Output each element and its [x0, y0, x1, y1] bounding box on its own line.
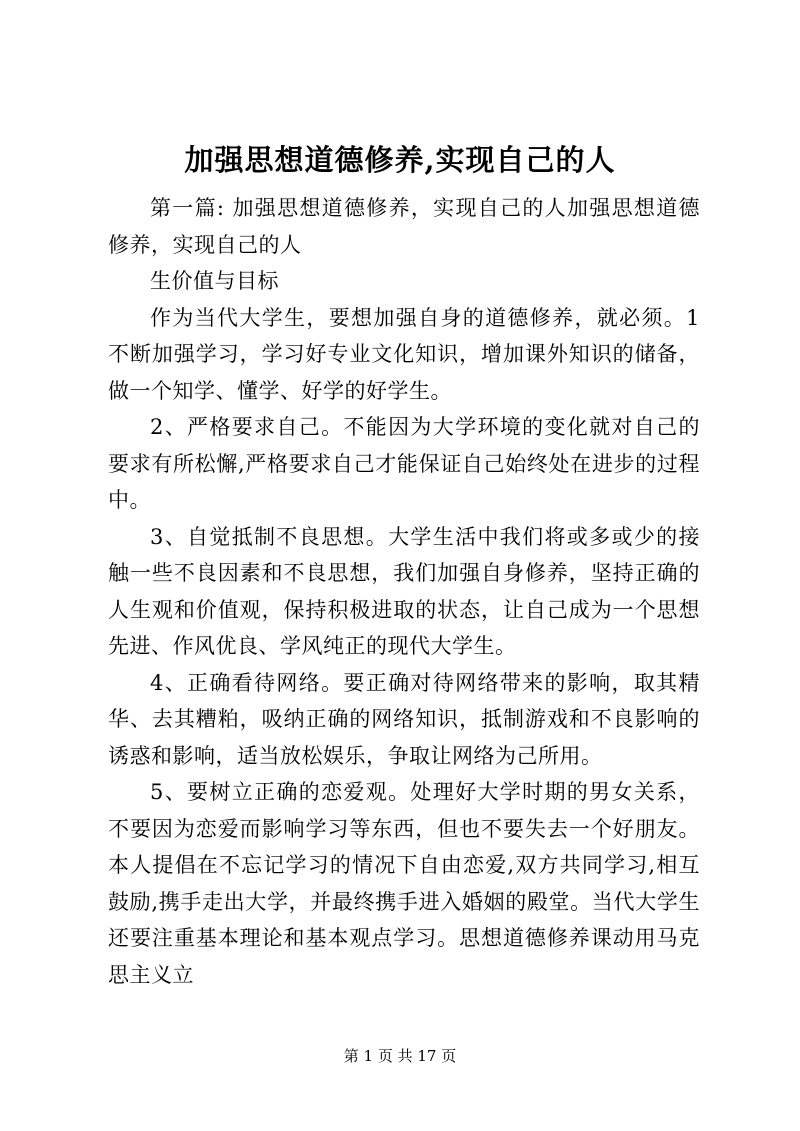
- paragraph-1: 第一篇: 加强思想道德修养，实现自己的人加强思想道德修养，实现自己的人: [108, 196, 700, 257]
- paragraph-5: 3、自觉抵制不良思想。大学生活中我们将或多或少的接触一些不良因素和不良思想，我们加强自身修养，坚持正确的人生观和价值观，保持积极进取的状态，让自己成为一个思想先进、作风优良、学风纯正的现代大学生。: [108, 524, 700, 658]
- document-body: [108, 190, 700, 993]
- document-title: 加强思想道德修养,实现自己的人: [184, 143, 616, 177]
- page-number-footer: 第 1 页 共 17 页: [343, 1047, 457, 1065]
- paragraph-4: 2、严格要求自己。不能因为大学环境的变化就对自己的要求有所松懈,严格要求自己才能保证自己始终处在进步的过程中。: [108, 415, 700, 512]
- paragraph-3: 作为当代大学生，要想加强自身的道德修养，就必须。1不断加强学习，学习好专业文化知识，增加课外知识的储备，做一个知学、懂学、好学的好学生。: [108, 305, 700, 403]
- paragraph-6: 4、正确看待网络。要正确对待网络带来的影响，取其精华、去其糟粕，吸纳正确的网络知识，抵制游戏和不良影响的诱惑和影响，适当放松娱乐，争取让网络为己所用。: [108, 670, 700, 768]
- paragraph-2: 生价值与目标: [150, 269, 279, 293]
- paragraph-7: 5、要树立正确的恋爱观。处理好大学时期的男女关系，不要因为恋爱而影响学习等东西，但也不要失去一个好朋友。本人提倡在不忘记学习的情况下自由恋爱,双方共同学习,相互鼓励,携手走出大学，并最终携手进入婚姻的殿堂。当代大学生还要注重基本理论和基本观点学习。思想道德修养课动用马克思主义立: [108, 780, 700, 987]
